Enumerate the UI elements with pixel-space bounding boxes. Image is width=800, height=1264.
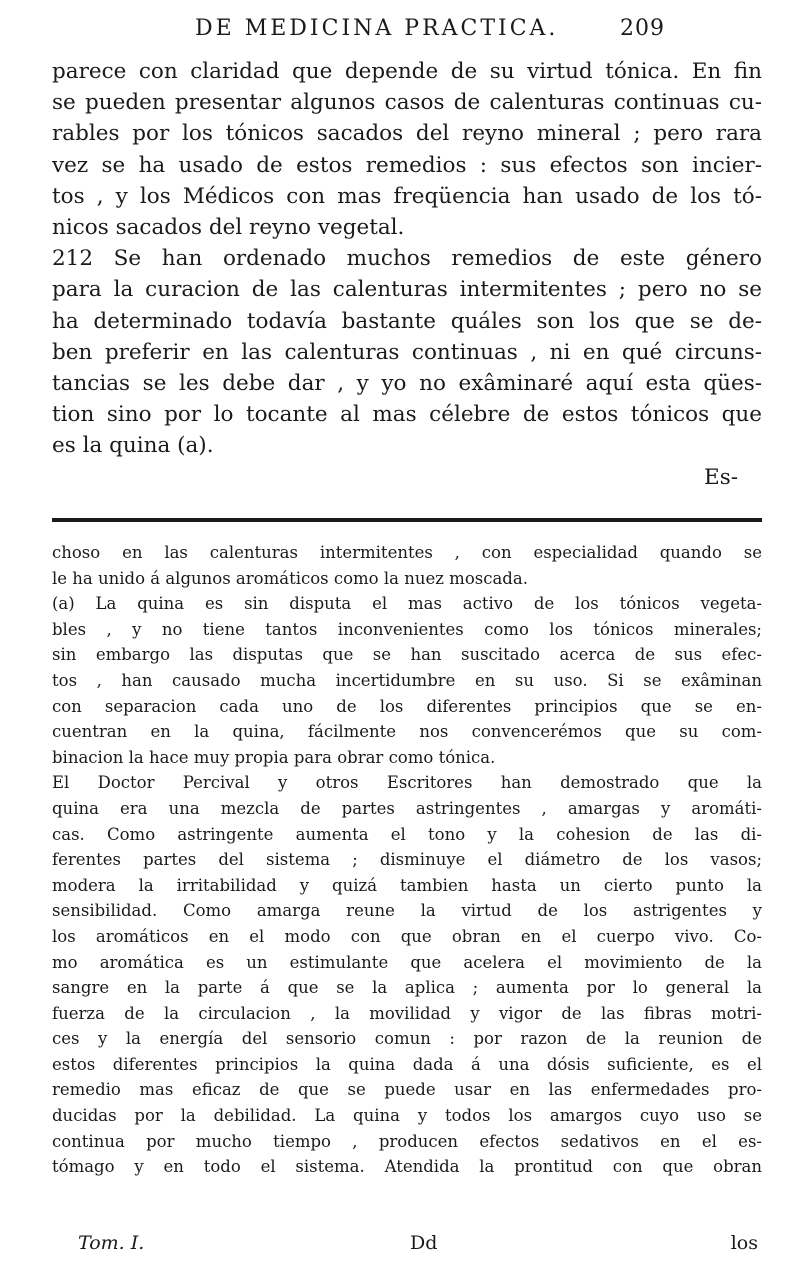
volume-mark: Tom. I. xyxy=(78,1232,145,1254)
main-line: tos , y los Médicos con mas freqüencia han usado de los tó- xyxy=(52,183,762,209)
note-line: cuentran en la quina, fácilmente nos convencerémos que su com- xyxy=(52,722,762,742)
note-line: choso en las calenturas intermitentes , con especialidad quando se xyxy=(52,543,762,562)
main-line: ben preferir en las calenturas continuas , ni en qué circuns- xyxy=(52,339,762,365)
note-line: sensibilidad. Como amarga reune la virtud de los astrigentes y xyxy=(52,901,762,921)
catchword: los xyxy=(730,1232,758,1254)
note-line: le ha unido á algunos aromáticos como la nuez moscada. xyxy=(52,568,528,588)
signature-mark: Dd xyxy=(410,1232,438,1254)
note-line: modera la irritabilidad y quizá tambien hasta un cierto punto la xyxy=(52,875,762,895)
note-line: sangre en la parte á que se la aplica ; aumenta por lo general la xyxy=(52,978,762,998)
main-line: vez se ha usado de estos remedios : sus efectos son incier- xyxy=(52,152,762,178)
catchword-main: Es- xyxy=(704,464,738,490)
paragraph-212-line: 212 Se han ordenado muchos remedios de este género xyxy=(52,246,762,272)
main-line: es la quina (a). xyxy=(52,433,214,459)
note-line: tómago y en todo el sistema. Atendida la prontitud con que obran xyxy=(52,1157,762,1177)
footnote-rule xyxy=(52,518,762,522)
note-line: cas. Como astringente aumenta el tono y la cohesion de las di- xyxy=(52,824,762,844)
running-title: DE MEDICINA PRACTICA. xyxy=(195,16,559,41)
note-line: estos diferentes principios la quina dada á una dósis suficiente, es el xyxy=(52,1054,762,1074)
main-line: tancias se les debe dar , y yo no exâminaré aquí esta qües- xyxy=(52,371,762,397)
note-line: ducidas por la debilidad. La quina y todos los amargos cuyo uso se xyxy=(52,1106,762,1126)
main-line: para la curacion de las calenturas intermitentes ; pero no se xyxy=(52,277,762,303)
footnotes xyxy=(52,540,762,1180)
note-line: tos , han causado mucha incertidumbre en su uso. Si se exâminan xyxy=(52,670,762,690)
page-footer xyxy=(52,1232,762,1260)
note-line: ferentes partes del sistema ; disminuye el diámetro de los vasos; xyxy=(52,850,762,870)
note-line: fuerza de la circulacion , la movilidad y vigor de las fibras motri- xyxy=(52,1003,762,1023)
main-line: ha determinado todavía bastante quáles son los que se de- xyxy=(52,308,762,334)
note-line: ces y la energía del sensorio comun : por razon de la reunion de xyxy=(52,1029,762,1049)
note-line: continua por mucho tiempo , producen efectos sedativos en el es- xyxy=(52,1131,762,1151)
main-line: parece con claridad que depende de su virtud tónica. En fin xyxy=(52,59,762,84)
note-line: bles , y no tiene tantos inconvenientes como los tónicos minerales; xyxy=(52,619,762,639)
note-line: quina era una mezcla de partes astringentes , amargas y aromáti- xyxy=(52,798,762,818)
running-head xyxy=(195,16,665,41)
main-text xyxy=(52,56,762,493)
main-line: se pueden presentar algunos casos de calenturas continuas cu- xyxy=(52,90,762,116)
main-line: tion sino por lo tocante al mas célebre de estos tónicos que xyxy=(52,402,762,428)
note-a-line: (a) La quina es sin disputa el mas activo de los tónicos vegeta- xyxy=(52,594,762,614)
main-line: rables por los tónicos sacados del reyno mineral ; pero rara xyxy=(52,121,762,147)
note-line: mo aromática es un estimulante que acelera el movimiento de la xyxy=(52,952,762,972)
note-line: con separacion cada uno de los diferentes principios que se en- xyxy=(52,696,762,716)
note-line: El Doctor Percival y otros Escritores han demostrado que la xyxy=(52,773,762,793)
note-line: los aromáticos en el modo con que obran en el cuerpo vivo. Co- xyxy=(52,926,762,946)
note-line: remedio mas eficaz de que se puede usar en las enfermedades pro- xyxy=(52,1080,762,1100)
main-line: nicos sacados del reyno vegetal. xyxy=(52,215,405,241)
page-number: 209 xyxy=(620,16,665,41)
note-line: binacion la hace muy propia para obrar como tónica. xyxy=(52,747,496,767)
note-line: sin embargo las disputas que se han suscitado acerca de sus efec- xyxy=(52,645,762,665)
